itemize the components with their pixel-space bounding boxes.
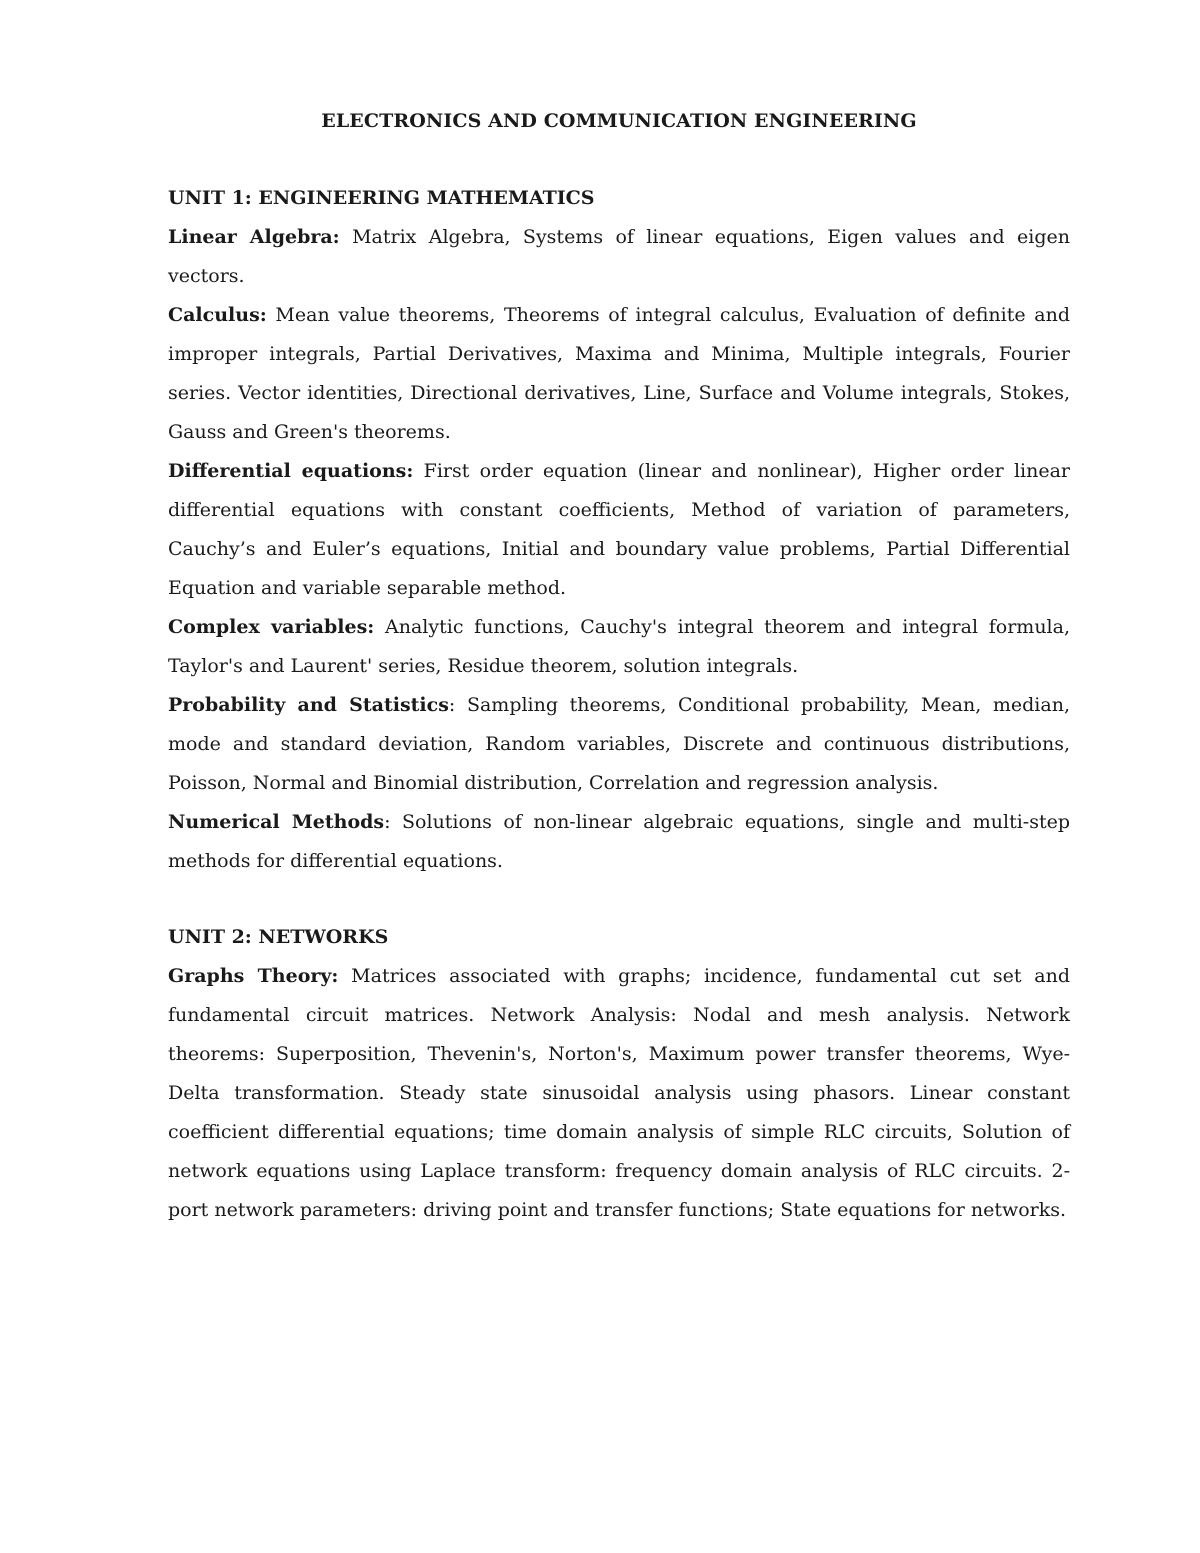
topic-label: Linear Algebra: (168, 226, 340, 248)
topic-text: Analytic functions, Cauchy's integral theorem and integral formula, Taylor's and Laurent' series, Residue theorem, solution integrals. (168, 616, 1070, 677)
unit-1-section (168, 179, 1070, 881)
unit-2-section (168, 918, 1070, 1230)
topic-text: Mean value theorems, Theorems of integral calculus, Evaluation of definite and improper integrals, Partial Derivatives, Maxima and Minima, Multiple integrals, Fourier series. Vector identities, Directional derivatives, Line, Surface and Volume integrals, Stokes, Gauss and Green's theorems. (168, 304, 1070, 443)
topic-paragraph (168, 957, 1070, 1230)
topic-paragraph (168, 296, 1070, 452)
document-page (168, 100, 1070, 1230)
topic-paragraph (168, 803, 1070, 881)
topic-label: Graphs Theory: (168, 965, 339, 987)
topic-text: : Sampling theorems, Conditional probability, Mean, median, mode and standard deviation, Random variables, Discrete and continuous distributions, Poisson, Normal and Binomial distribution, Correlation and regression analysis. (168, 694, 1070, 794)
topic-text: : Solutions of non-linear algebraic equations, single and multi-step methods for differential equations. (168, 811, 1070, 872)
unit-heading: UNIT 1: ENGINEERING MATHEMATICS (168, 187, 595, 209)
topic-text: Matrices associated with graphs; incidence, fundamental cut set and fundamental circuit matrices. Network Analysis: Nodal and mesh analysis. Network theorems: Superposition, Thevenin's, Norton's, Maximum power transfer theorems, Wye-Delta transformation. Steady state sinusoidal analysis using phasors. Linear constant coefficient differential equations; time domain analysis of simple RLC circuits, Solution of network equations using Laplace transform: frequency domain analysis of RLC circuits. 2-port network parameters: driving point and transfer functions; State equations for networks. (168, 965, 1070, 1221)
topic-paragraph (168, 608, 1070, 686)
unit-heading: UNIT 2: NETWORKS (168, 926, 389, 948)
topic-text: Matrix Algebra, Systems of linear equations, Eigen values and eigen vectors. (168, 226, 1070, 287)
topic-label: Complex variables: (168, 616, 375, 638)
topic-paragraph (168, 686, 1070, 803)
topic-label: Differential equations: (168, 460, 414, 482)
topic-label: Numerical Methods (168, 811, 385, 833)
topic-paragraph (168, 452, 1070, 608)
topic-text: First order equation (linear and nonlinear), Higher order linear differential equations with constant coefficients, Method of variation of parameters, Cauchy’s and Euler’s equations, Initial and boundary value problems, Partial Differential Equation and variable separable method. (168, 460, 1070, 599)
topic-label: Calculus: (168, 304, 267, 326)
topic-label: Probability and Statistics (168, 694, 449, 716)
topic-paragraph (168, 218, 1070, 296)
document-title: ELECTRONICS AND COMMUNICATION ENGINEERING (321, 110, 917, 132)
